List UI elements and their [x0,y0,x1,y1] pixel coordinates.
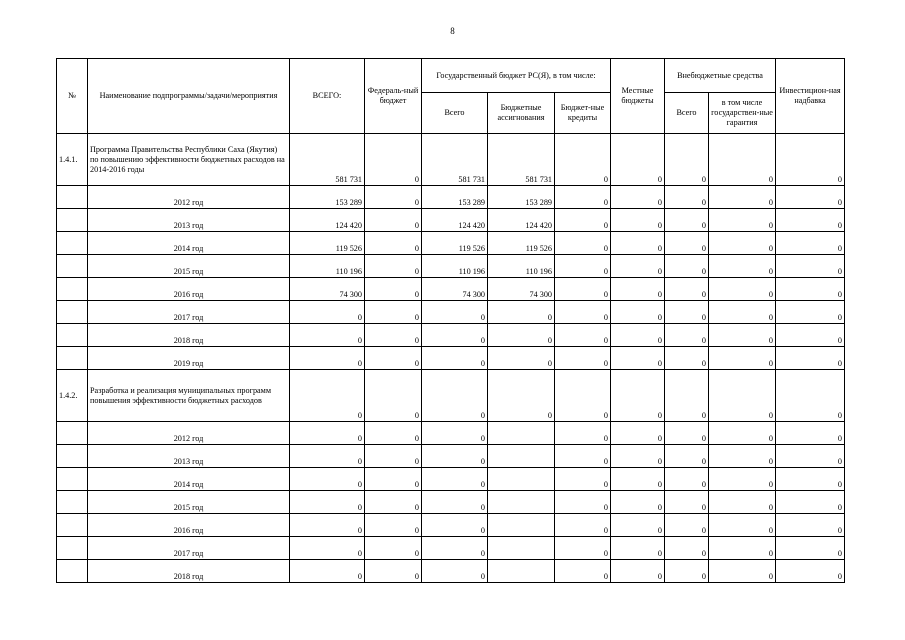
value-cell: 0 [555,278,611,301]
row-year: 2017 год [88,301,290,324]
value-cell: 0 [555,537,611,560]
value-cell: 0 [776,301,845,324]
table-row [57,445,845,468]
table-header [57,59,845,134]
header-state-total: Всего [422,93,488,134]
value-cell: 0 [776,232,845,255]
value-cell: 0 [665,445,709,468]
value-cell: 0 [365,347,422,370]
value-cell: 0 [365,301,422,324]
value-cell: 124 420 [422,209,488,232]
value-cell: 0 [665,347,709,370]
value-cell: 581 731 [290,134,365,186]
value-cell: 0 [665,186,709,209]
value-cell: 0 [776,370,845,422]
value-cell: 0 [555,370,611,422]
value-cell: 0 [709,422,776,445]
value-cell: 0 [422,445,488,468]
value-cell: 0 [611,134,665,186]
row-year: 2015 год [88,255,290,278]
row-number [57,255,88,278]
value-cell: 153 289 [290,186,365,209]
value-cell: 0 [365,422,422,445]
value-cell: 0 [365,232,422,255]
value-cell: 0 [422,560,488,583]
value-cell: 0 [422,301,488,324]
value-cell: 0 [611,537,665,560]
table-row [57,301,845,324]
row-title: Разработка и реализация муниципальных программ повышения эффективности бюджетных расходов [88,370,290,422]
value-cell: 0 [665,324,709,347]
value-cell: 0 [709,560,776,583]
value-cell: 0 [776,491,845,514]
value-cell: 581 731 [422,134,488,186]
value-cell: 0 [422,324,488,347]
header-state-credits: Бюджет-ные кредиты [555,93,611,134]
value-cell: 0 [365,324,422,347]
value-cell [488,468,555,491]
header-state-allocations: Бюджетные ассигнования [488,93,555,134]
value-cell: 0 [611,370,665,422]
value-cell: 0 [365,186,422,209]
value-cell: 0 [290,370,365,422]
table-body [57,134,845,583]
value-cell: 0 [611,422,665,445]
value-cell: 0 [709,186,776,209]
table-row [57,537,845,560]
value-cell: 153 289 [488,186,555,209]
value-cell: 0 [665,422,709,445]
value-cell: 0 [611,468,665,491]
row-number [57,232,88,255]
value-cell: 0 [290,301,365,324]
row-year: 2018 год [88,560,290,583]
value-cell: 0 [488,324,555,347]
value-cell: 0 [365,514,422,537]
value-cell: 0 [422,491,488,514]
table-row [57,468,845,491]
value-cell: 0 [365,370,422,422]
row-year: 2016 год [88,514,290,537]
value-cell: 0 [611,560,665,583]
value-cell: 0 [555,232,611,255]
value-cell: 119 526 [290,232,365,255]
header-total: ВСЕГО: [290,59,365,134]
row-year: 2016 год [88,278,290,301]
row-number [57,514,88,537]
value-cell: 0 [665,468,709,491]
value-cell: 0 [709,537,776,560]
value-cell: 74 300 [290,278,365,301]
value-cell: 0 [365,209,422,232]
row-number: 1.4.2. [57,370,88,422]
value-cell: 0 [776,255,845,278]
value-cell: 0 [555,347,611,370]
row-year: 2012 год [88,422,290,445]
value-cell: 0 [665,278,709,301]
table-row [57,560,845,583]
value-cell: 0 [611,491,665,514]
header-state-budget: Государственный бюджет РС(Я), в том числе: [422,59,611,93]
value-cell: 0 [290,560,365,583]
table-row [57,422,845,445]
value-cell: 0 [555,255,611,278]
value-cell: 0 [365,445,422,468]
table-row [57,347,845,370]
row-number [57,491,88,514]
value-cell: 0 [611,445,665,468]
row-number: 1.4.1. [57,134,88,186]
value-cell: 0 [709,347,776,370]
row-title: Программа Правительства Республики Саха (Якутия) по повышению эффективности бюджетных расходов на 2014-2016 годы [88,134,290,186]
value-cell: 0 [665,209,709,232]
value-cell: 0 [776,560,845,583]
value-cell: 0 [422,370,488,422]
value-cell: 0 [611,301,665,324]
value-cell: 0 [422,468,488,491]
table-row [57,255,845,278]
value-cell: 0 [709,301,776,324]
value-cell: 0 [665,514,709,537]
row-number [57,186,88,209]
value-cell: 0 [611,209,665,232]
header-local: Местные бюджеты [611,59,665,134]
value-cell: 0 [776,209,845,232]
value-cell: 0 [665,232,709,255]
value-cell: 0 [422,347,488,370]
value-cell: 0 [611,255,665,278]
row-number [57,468,88,491]
value-cell: 0 [665,537,709,560]
value-cell: 0 [776,445,845,468]
page-number: 8 [450,26,455,36]
value-cell: 0 [665,134,709,186]
value-cell: 0 [709,514,776,537]
value-cell: 0 [365,134,422,186]
value-cell: 0 [365,537,422,560]
value-cell: 0 [488,370,555,422]
value-cell: 0 [709,370,776,422]
value-cell: 0 [776,324,845,347]
table-row [57,134,845,186]
value-cell: 74 300 [422,278,488,301]
value-cell [488,514,555,537]
value-cell: 0 [776,347,845,370]
value-cell: 0 [290,491,365,514]
value-cell: 0 [665,370,709,422]
value-cell: 0 [709,445,776,468]
value-cell: 0 [365,468,422,491]
value-cell: 0 [555,491,611,514]
value-cell: 0 [290,537,365,560]
value-cell: 0 [709,324,776,347]
value-cell: 0 [611,347,665,370]
value-cell: 110 196 [290,255,365,278]
value-cell: 0 [709,232,776,255]
table-row [57,370,845,422]
header-no: № [57,59,88,134]
row-number [57,422,88,445]
value-cell: 119 526 [488,232,555,255]
value-cell: 0 [776,468,845,491]
value-cell: 0 [665,255,709,278]
table-row [57,278,845,301]
value-cell: 0 [555,422,611,445]
value-cell: 0 [665,301,709,324]
value-cell: 0 [555,324,611,347]
value-cell: 0 [611,232,665,255]
value-cell: 0 [709,468,776,491]
header-offbudget-guarantees: в том числе государствен-ные гарантия [709,93,776,134]
value-cell: 0 [709,255,776,278]
value-cell: 0 [290,445,365,468]
value-cell: 0 [776,278,845,301]
row-year: 2017 год [88,537,290,560]
value-cell: 0 [555,514,611,537]
value-cell: 0 [776,134,845,186]
table-row [57,209,845,232]
value-cell: 153 289 [422,186,488,209]
value-cell: 0 [290,324,365,347]
value-cell: 0 [290,468,365,491]
row-number [57,324,88,347]
header-invest: Инвестицион-ная надбавка [776,59,845,134]
value-cell: 0 [422,514,488,537]
table-row [57,324,845,347]
row-year: 2014 год [88,232,290,255]
value-cell: 0 [488,347,555,370]
header-name: Наименование подпрограммы/задачи/мероприятия [88,59,290,134]
row-year: 2015 год [88,491,290,514]
value-cell: 0 [665,491,709,514]
value-cell: 0 [365,491,422,514]
value-cell: 119 526 [422,232,488,255]
header-offbudget-total: Всего [665,93,709,134]
value-cell: 0 [611,324,665,347]
value-cell: 124 420 [488,209,555,232]
value-cell: 581 731 [488,134,555,186]
value-cell: 74 300 [488,278,555,301]
row-year: 2013 год [88,209,290,232]
table-row [57,491,845,514]
row-year: 2019 год [88,347,290,370]
row-number [57,560,88,583]
value-cell: 0 [555,560,611,583]
value-cell: 0 [611,514,665,537]
table-row [57,514,845,537]
value-cell: 0 [422,422,488,445]
row-year: 2018 год [88,324,290,347]
value-cell: 0 [422,537,488,560]
value-cell: 0 [776,186,845,209]
value-cell: 0 [665,560,709,583]
header-federal: Федераль-ный бюджет [365,59,422,134]
value-cell: 124 420 [290,209,365,232]
value-cell: 0 [290,422,365,445]
value-cell: 0 [290,347,365,370]
value-cell: 0 [365,278,422,301]
value-cell [488,560,555,583]
value-cell: 0 [365,560,422,583]
value-cell: 0 [776,537,845,560]
value-cell: 0 [611,186,665,209]
value-cell [488,445,555,468]
value-cell: 0 [709,134,776,186]
value-cell: 0 [611,278,665,301]
value-cell: 0 [365,255,422,278]
value-cell: 0 [776,514,845,537]
value-cell: 0 [709,209,776,232]
table-row [57,186,845,209]
row-number [57,537,88,560]
header-offbudget: Внебюджетные средства [665,59,776,93]
row-number [57,278,88,301]
value-cell: 0 [555,209,611,232]
value-cell: 0 [709,278,776,301]
value-cell [488,491,555,514]
value-cell: 0 [290,514,365,537]
value-cell: 0 [555,468,611,491]
value-cell: 0 [709,491,776,514]
value-cell: 110 196 [422,255,488,278]
row-year: 2013 год [88,445,290,468]
value-cell [488,422,555,445]
row-year: 2014 год [88,468,290,491]
table-row [57,232,845,255]
row-number [57,209,88,232]
value-cell: 0 [555,445,611,468]
row-number [57,347,88,370]
value-cell: 0 [776,422,845,445]
value-cell [488,537,555,560]
value-cell: 0 [555,301,611,324]
row-year: 2012 год [88,186,290,209]
row-number [57,445,88,468]
row-number [57,301,88,324]
budget-table [56,58,845,583]
value-cell: 110 196 [488,255,555,278]
value-cell: 0 [488,301,555,324]
value-cell: 0 [555,134,611,186]
value-cell: 0 [555,186,611,209]
